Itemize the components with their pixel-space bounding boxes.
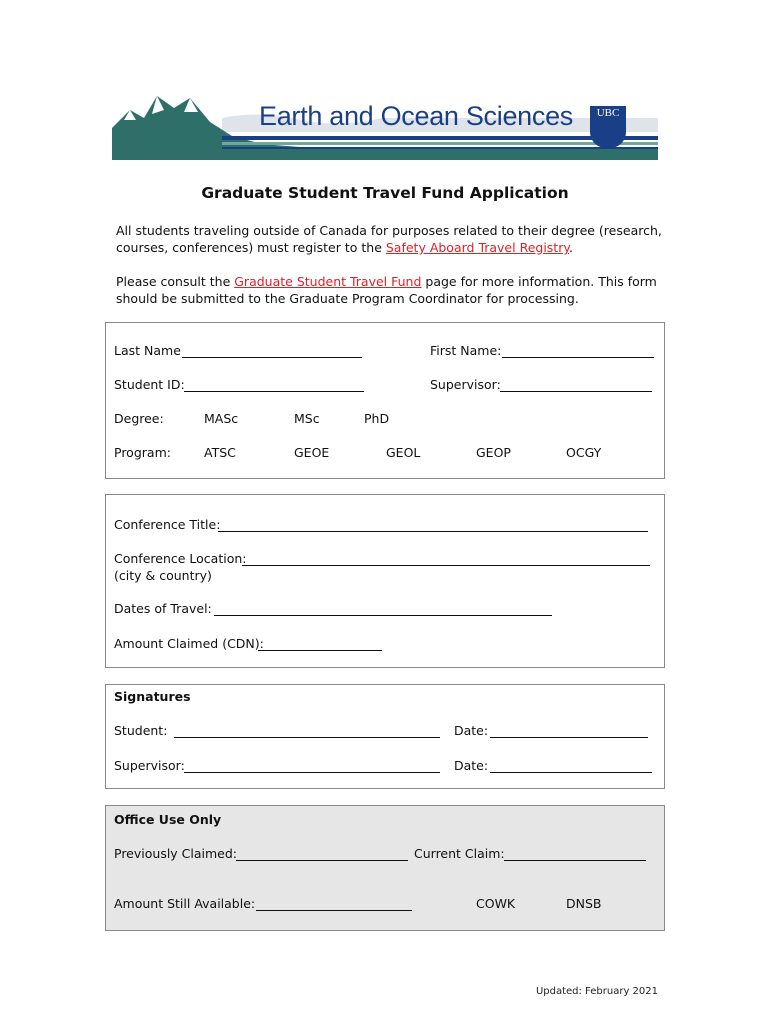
code-cowk: COWK — [476, 896, 516, 911]
office-use-heading: Office Use Only — [114, 812, 222, 827]
amount-available-label: Amount Still Available: — [114, 896, 256, 911]
intro-text-end: . — [568, 240, 573, 255]
program-label: Program: — [114, 445, 171, 460]
signatures-section — [105, 684, 665, 789]
student-id-label: Student ID: — [114, 377, 185, 392]
ubc-crest-icon: UBC — [590, 106, 626, 148]
intro-text: All students traveling outside of Canada for purposes related to their degree (research, courses, conferences) must register to the — [116, 223, 662, 255]
conference-title-field[interactable] — [218, 531, 648, 532]
conference-location-field[interactable] — [242, 565, 650, 566]
student-date-label: Date: — [454, 723, 489, 738]
dates-of-travel-label: Dates of Travel: — [114, 601, 212, 616]
intro-paragraph-1 — [116, 222, 676, 256]
student-id-field[interactable] — [184, 391, 364, 392]
last-name-field[interactable] — [182, 357, 362, 358]
intro-paragraph-2 — [116, 273, 676, 307]
previously-claimed-label: Previously Claimed: — [114, 846, 238, 861]
degree-label: Degree: — [114, 411, 164, 426]
banner-title: Earth and Ocean Sciences — [259, 101, 573, 131]
header-banner — [112, 88, 658, 160]
location-note: (city & country) — [114, 568, 212, 583]
last-name-label: Last Name — [114, 343, 181, 358]
previously-claimed-field[interactable] — [236, 860, 408, 861]
supervisor-signature-label: Supervisor: — [114, 758, 185, 773]
program-option-geoe[interactable]: GEOE — [294, 445, 330, 460]
student-date-field[interactable] — [490, 737, 648, 738]
intro-text-end: page for more information. This form should be submitted to the Graduate Program Coordinator for processing. — [116, 274, 657, 306]
student-signature-field[interactable] — [174, 737, 440, 738]
intro-text: Please consult the — [116, 274, 235, 289]
first-name-label: First Name: — [430, 343, 502, 358]
conference-location-label: Conference Location: — [114, 551, 247, 566]
supervisor-date-label: Date: — [454, 758, 489, 773]
degree-option-msc[interactable]: MSc — [294, 411, 320, 426]
safety-registry-link[interactable]: Safety Aboard Travel Registry — [385, 240, 569, 255]
form-title: Graduate Student Travel Fund Application — [201, 184, 569, 202]
dates-of-travel-field[interactable] — [214, 615, 552, 616]
travel-fund-link[interactable]: Graduate Student Travel Fund — [234, 274, 422, 289]
program-option-geol[interactable]: GEOL — [386, 445, 421, 460]
office-use-section — [105, 805, 665, 931]
supervisor-signature-field[interactable] — [184, 772, 440, 773]
conference-section — [105, 494, 665, 668]
code-dnsb: DNSB — [566, 896, 602, 911]
amount-claimed-field[interactable] — [258, 650, 382, 651]
program-option-atsc[interactable]: ATSC — [204, 445, 236, 460]
amount-claimed-label: Amount Claimed (CDN): — [114, 636, 264, 651]
current-claim-label: Current Claim: — [414, 846, 505, 861]
signatures-heading: Signatures — [114, 689, 191, 704]
degree-option-masc[interactable]: MASc — [204, 411, 239, 426]
supervisor-field[interactable] — [500, 391, 652, 392]
current-claim-field[interactable] — [504, 860, 646, 861]
first-name-field[interactable] — [502, 357, 654, 358]
updated-date: Updated: February 2021 — [535, 986, 658, 997]
student-info-section — [105, 322, 665, 479]
amount-available-field[interactable] — [256, 910, 412, 911]
degree-option-phd[interactable]: PhD — [364, 411, 390, 426]
supervisor-date-field[interactable] — [490, 772, 652, 773]
conference-title-label: Conference Title: — [114, 517, 221, 532]
supervisor-label: Supervisor: — [430, 377, 501, 392]
program-option-geop[interactable]: GEOP — [476, 445, 511, 460]
program-option-ocgy[interactable]: OCGY — [566, 445, 602, 460]
student-signature-label: Student: — [114, 723, 168, 738]
